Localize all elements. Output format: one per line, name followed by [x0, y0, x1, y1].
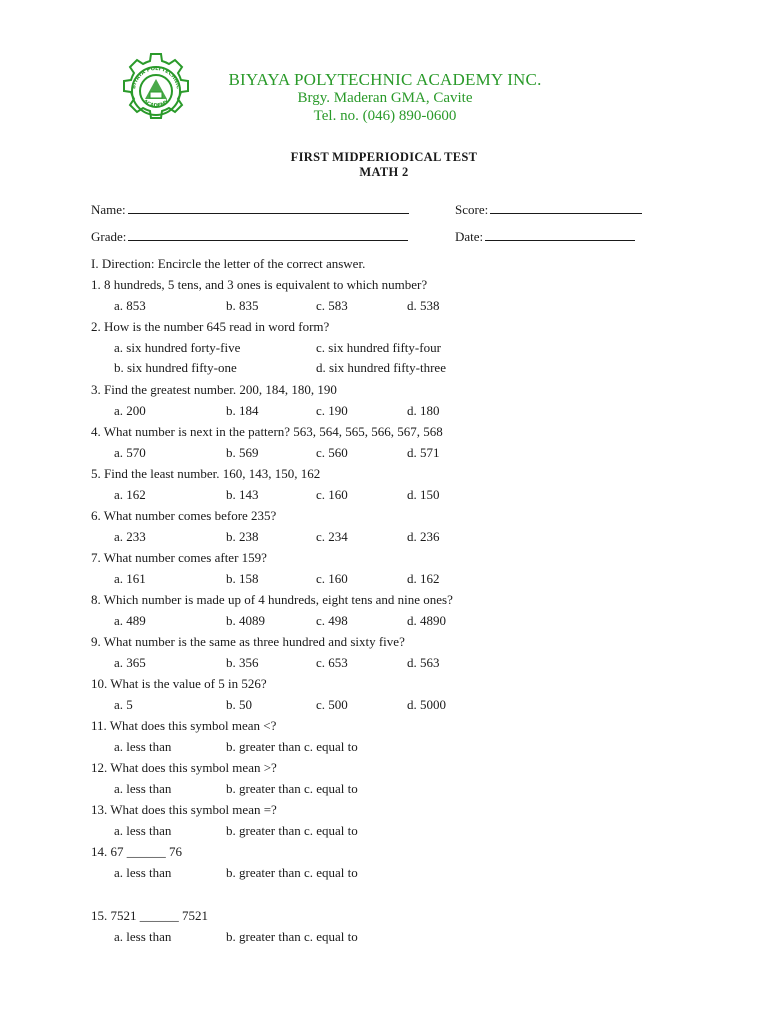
score-label: Score:	[455, 202, 489, 217]
q11-choice-a[interactable]: a. less than	[114, 739, 172, 754]
q7-choice-d[interactable]: d. 162	[407, 571, 440, 586]
q6-choice-a[interactable]: a. 233	[114, 529, 146, 544]
grade-field[interactable]	[91, 229, 408, 245]
test-title	[0, 150, 768, 180]
q1-choice-d[interactable]: d. 538	[407, 298, 440, 313]
q10-choice-d[interactable]: d. 5000	[407, 697, 446, 712]
name-field[interactable]	[91, 202, 409, 218]
school-logo	[117, 52, 195, 130]
q12-choice-bc[interactable]: b. greater than c. equal to	[226, 781, 358, 796]
q5-choice-d[interactable]: d. 150	[407, 487, 440, 502]
q4-choice-b[interactable]: b. 569	[226, 445, 259, 460]
q2-choice-d[interactable]: d. six hundred fifty-three	[316, 360, 446, 375]
q10-choice-a[interactable]: a. 5	[114, 697, 133, 712]
q7-choice-c[interactable]: c. 160	[316, 571, 348, 586]
q13-choice-a[interactable]: a. less than	[114, 823, 172, 838]
q9-choice-c[interactable]: c. 653	[316, 655, 348, 670]
date-label: Date:	[455, 229, 484, 244]
q4-choice-c[interactable]: c. 560	[316, 445, 348, 460]
q4-choice-d[interactable]: d. 571	[407, 445, 440, 460]
q8-choice-b[interactable]: b. 4089	[226, 613, 265, 628]
question-4: 4. What number is next in the pattern? 563, 564, 565, 566, 567, 568	[91, 424, 443, 439]
q7-choice-a[interactable]: a. 161	[114, 571, 146, 586]
school-address: Brgy. Maderan GMA, Cavite	[297, 90, 473, 106]
question-6: 6. What number comes before 235?	[91, 508, 277, 523]
q5-choice-c[interactable]: c. 160	[316, 487, 348, 502]
school-header	[205, 70, 565, 125]
name-line[interactable]	[128, 202, 409, 214]
q11-choice-bc[interactable]: b. greater than c. equal to	[226, 739, 358, 754]
question-2: 2. How is the number 645 read in word form?	[91, 319, 330, 334]
test-title-line1: FIRST MIDPERIODICAL TEST	[290, 150, 478, 164]
q3-choice-b[interactable]: b. 184	[226, 403, 259, 418]
q13-choice-bc[interactable]: b. greater than c. equal to	[226, 823, 358, 838]
q3-choice-c[interactable]: c. 190	[316, 403, 348, 418]
date-field[interactable]	[455, 229, 635, 245]
question-9: 9. What number is the same as three hundred and sixty five?	[91, 634, 405, 649]
question-10: 10. What is the value of 5 in 526?	[91, 676, 267, 691]
q8-choice-c[interactable]: c. 498	[316, 613, 348, 628]
score-line[interactable]	[490, 202, 642, 214]
q1-choice-c[interactable]: c. 583	[316, 298, 348, 313]
q9-choice-a[interactable]: a. 365	[114, 655, 146, 670]
q15-choice-a[interactable]: a. less than	[114, 929, 172, 944]
direction-text: I. Direction: Encircle the letter of the correct answer.	[91, 256, 366, 271]
school-telephone: Tel. no. (046) 890-0600	[313, 108, 457, 124]
q8-choice-a[interactable]: a. 489	[114, 613, 146, 628]
q7-choice-b[interactable]: b. 158	[226, 571, 259, 586]
question-7: 7. What number comes after 159?	[91, 550, 267, 565]
q2-choice-a[interactable]: a. six hundred forty-five	[114, 340, 241, 355]
score-field[interactable]	[455, 202, 642, 218]
date-line[interactable]	[485, 229, 635, 241]
question-5: 5. Find the least number. 160, 143, 150, 162	[91, 466, 321, 481]
grade-label: Grade:	[91, 229, 127, 244]
q6-choice-d[interactable]: d. 236	[407, 529, 440, 544]
question-13: 13. What does this symbol mean =?	[91, 802, 277, 817]
q2-choice-c[interactable]: c. six hundred fifty-four	[316, 340, 441, 355]
q6-choice-b[interactable]: b. 238	[226, 529, 259, 544]
q6-choice-c[interactable]: c. 234	[316, 529, 348, 544]
q1-choice-a[interactable]: a. 853	[114, 298, 146, 313]
q15-choice-bc[interactable]: b. greater than c. equal to	[226, 929, 358, 944]
question-11: 11. What does this symbol mean <?	[91, 718, 277, 733]
question-3: 3. Find the greatest number. 200, 184, 180, 190	[91, 382, 337, 397]
svg-text:ACADEMY	[142, 98, 171, 109]
logo-text-bottom: ACADEMY	[141, 98, 171, 110]
name-label: Name:	[91, 202, 126, 217]
q4-choice-a[interactable]: a. 570	[114, 445, 146, 460]
question-8: 8. Which number is made up of 4 hundreds, eight tens and nine ones?	[91, 592, 453, 607]
grade-line[interactable]	[128, 229, 408, 241]
question-14: 14. 67 ______ 76	[91, 844, 182, 859]
q10-choice-b[interactable]: b. 50	[226, 697, 252, 712]
q14-choice-bc[interactable]: b. greater than c. equal to	[226, 865, 358, 880]
q10-choice-c[interactable]: c. 500	[316, 697, 348, 712]
school-name: BIYAYA POLYTECHNIC ACADEMY INC.	[228, 70, 542, 89]
q1-choice-b[interactable]: b. 835	[226, 298, 259, 313]
q9-choice-d[interactable]: d. 563	[407, 655, 440, 670]
test-title-line2: MATH 2	[359, 165, 409, 179]
logo-text-top: BIYAYA POLYTECHNIC	[131, 65, 181, 90]
q3-choice-d[interactable]: d. 180	[407, 403, 440, 418]
q2-choice-b[interactable]: b. six hundred fifty-one	[114, 360, 237, 375]
q5-choice-b[interactable]: b. 143	[226, 487, 259, 502]
question-15: 15. 7521 ______ 7521	[91, 908, 208, 923]
q5-choice-a[interactable]: a. 162	[114, 487, 146, 502]
question-1: 1. 8 hundreds, 5 tens, and 3 ones is equivalent to which number?	[91, 277, 428, 292]
q3-choice-a[interactable]: a. 200	[114, 403, 146, 418]
q14-choice-a[interactable]: a. less than	[114, 865, 172, 880]
q8-choice-d[interactable]: d. 4890	[407, 613, 446, 628]
q9-choice-b[interactable]: b. 356	[226, 655, 259, 670]
question-12: 12. What does this symbol mean >?	[91, 760, 277, 775]
q12-choice-a[interactable]: a. less than	[114, 781, 172, 796]
